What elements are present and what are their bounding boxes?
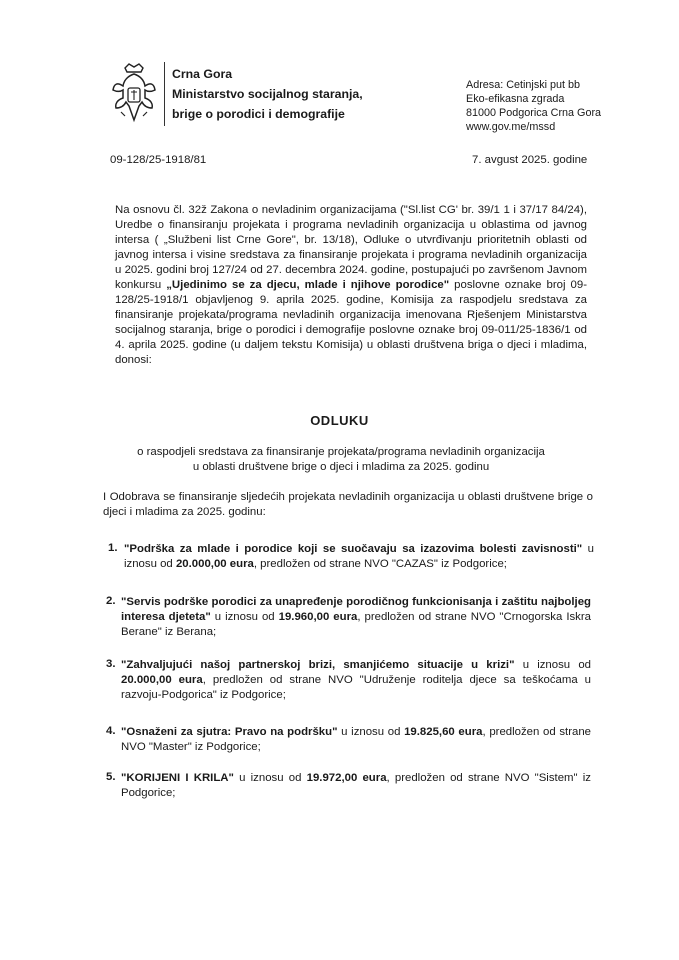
header-divider bbox=[164, 62, 165, 126]
intro-text: poslovne oznake broj 09-128/25-1918/1 objavljenog 9. aprila 2025. godine, Komisija za raspodjelu sredstava za finansiranje projekata/programa nevladinih organizacija imenovana Rješenjem Ministarstva socijalnog staranja, brige o porodici i demografije poslovne oznake broj 09-011/25-1836/1 od 4. aprila 2025. godine (u daljem tekstu Komisija) u oblasti društvena briga o djeci i mladima, donosi: bbox=[115, 279, 587, 366]
address-block bbox=[466, 78, 601, 120]
coat-of-arms-icon bbox=[111, 62, 157, 124]
ministry-name-line2: brige o porodici i demografije bbox=[172, 107, 345, 121]
ministry-header bbox=[172, 64, 363, 124]
item-text: u iznosu od bbox=[337, 726, 405, 738]
decision-title: ODLUKU bbox=[310, 413, 369, 428]
item-text: u iznosu od bbox=[124, 543, 595, 570]
item-text: u iznosu od bbox=[233, 772, 307, 784]
project-name: "Podrška za mlade i porodice koji se suočavaju sa izazovima bolesti zavisnosti" bbox=[124, 543, 583, 555]
list-item bbox=[124, 542, 594, 572]
item-text: , predložen od strane NVO "Sistem" iz Podgorice; bbox=[121, 772, 591, 799]
project-name: "KORIJENI I KRILA" bbox=[121, 772, 234, 784]
list-number: 3. bbox=[106, 658, 116, 670]
list-number: 4. bbox=[106, 725, 116, 737]
website-link[interactable]: www.gov.me/mssd bbox=[466, 121, 556, 133]
contest-name: „Ujedinimo se za djecu, mlade i njihove porodice" bbox=[166, 279, 450, 291]
list-number: 5. bbox=[106, 771, 116, 783]
intro-text: Na osnovu čl. 32ž Zakona o nevladinim organizacijama ("Sl.list CG' br. 39/1 1 i 37/17 84/24), Uredbe o finansiranju projekata i programa nevladinih organizacija u oblastima od javnog intersa ( „Službeni list Crne Gore", br. 13/18), Odluke o utvrđivanju prioritetnih oblasti od javnog intersa i visine sredstava za finansiranje projekata i programa nevladinih organizacija u 2025. godini broj 127/24 od 27. decembra 2024. godine, postupajući po završenom Javnom konkursu bbox=[115, 204, 587, 291]
item-text: u iznosu od bbox=[514, 659, 591, 671]
section-intro: I Odobrava se finansiranje sljedećih projekata nevladinih organizacija u oblasti društvene brige o djeci i mladima za 2025. godinu: bbox=[103, 491, 593, 518]
project-amount: 20.000,00 eura bbox=[175, 558, 254, 570]
address-line: 81000 Podgorica Crna Gora bbox=[466, 107, 602, 119]
country-name: Crna Gora bbox=[172, 67, 233, 81]
item-text: , predložen od strane NVO "Crnogorska Iskra Berane" iz Berana; bbox=[121, 611, 592, 638]
project-amount: 19.960,00 eura bbox=[278, 611, 358, 623]
address-line: Adresa: Cetinjski put bb bbox=[466, 79, 581, 91]
list-item bbox=[121, 658, 591, 703]
item-text: , predložen od strane NVO "Master" iz Podgorice; bbox=[121, 726, 592, 753]
project-amount: 19.825,60 eura bbox=[404, 726, 483, 738]
list-item bbox=[121, 595, 591, 640]
decision-subtitle bbox=[110, 445, 572, 475]
project-amount: 19.972,00 eura bbox=[306, 772, 387, 784]
address-line: Eko-efikasna zgrada bbox=[466, 93, 565, 105]
list-number: 1. bbox=[108, 542, 118, 554]
project-amount: 20.000,00 eura bbox=[121, 674, 203, 686]
list-item bbox=[121, 725, 591, 755]
reference-number: 09-128/25-1918/81 bbox=[110, 154, 207, 166]
project-name: "Servis podrške porodici za unapređenje porodičnog funkcionisanja i zaštitu najboljeg interesa djeteta" bbox=[121, 596, 591, 623]
item-text: , predložen od strane NVO "CAZAS" iz Podgorice; bbox=[253, 558, 507, 570]
list-number: 2. bbox=[106, 595, 116, 607]
list-item bbox=[121, 771, 591, 801]
document-date: 7. avgust 2025. godine bbox=[472, 154, 588, 166]
item-text: u iznosu od bbox=[210, 611, 279, 623]
subtitle-line: o raspodjeli sredstava za finansiranje projekata/programa nevladinih organizacija bbox=[137, 446, 545, 458]
intro-paragraph bbox=[115, 203, 587, 368]
project-name: "Osnaženi za sjutra: Pravo na podršku" bbox=[121, 726, 338, 738]
ministry-name-line1: Ministarstvo socijalnog staranja, bbox=[172, 87, 363, 101]
subtitle-line: u oblasti društvene brige o djeci i mladima za 2025. godinu bbox=[192, 461, 490, 473]
item-text: , predložen od strane NVO "Udruženje roditelja djece sa teškoćama u razvoju-Podgorica" iz Podgorice; bbox=[121, 674, 591, 701]
project-name: "Zahvaljujući našoj partnerskoj brizi, smanjićemo situacije u krizi" bbox=[121, 659, 515, 671]
